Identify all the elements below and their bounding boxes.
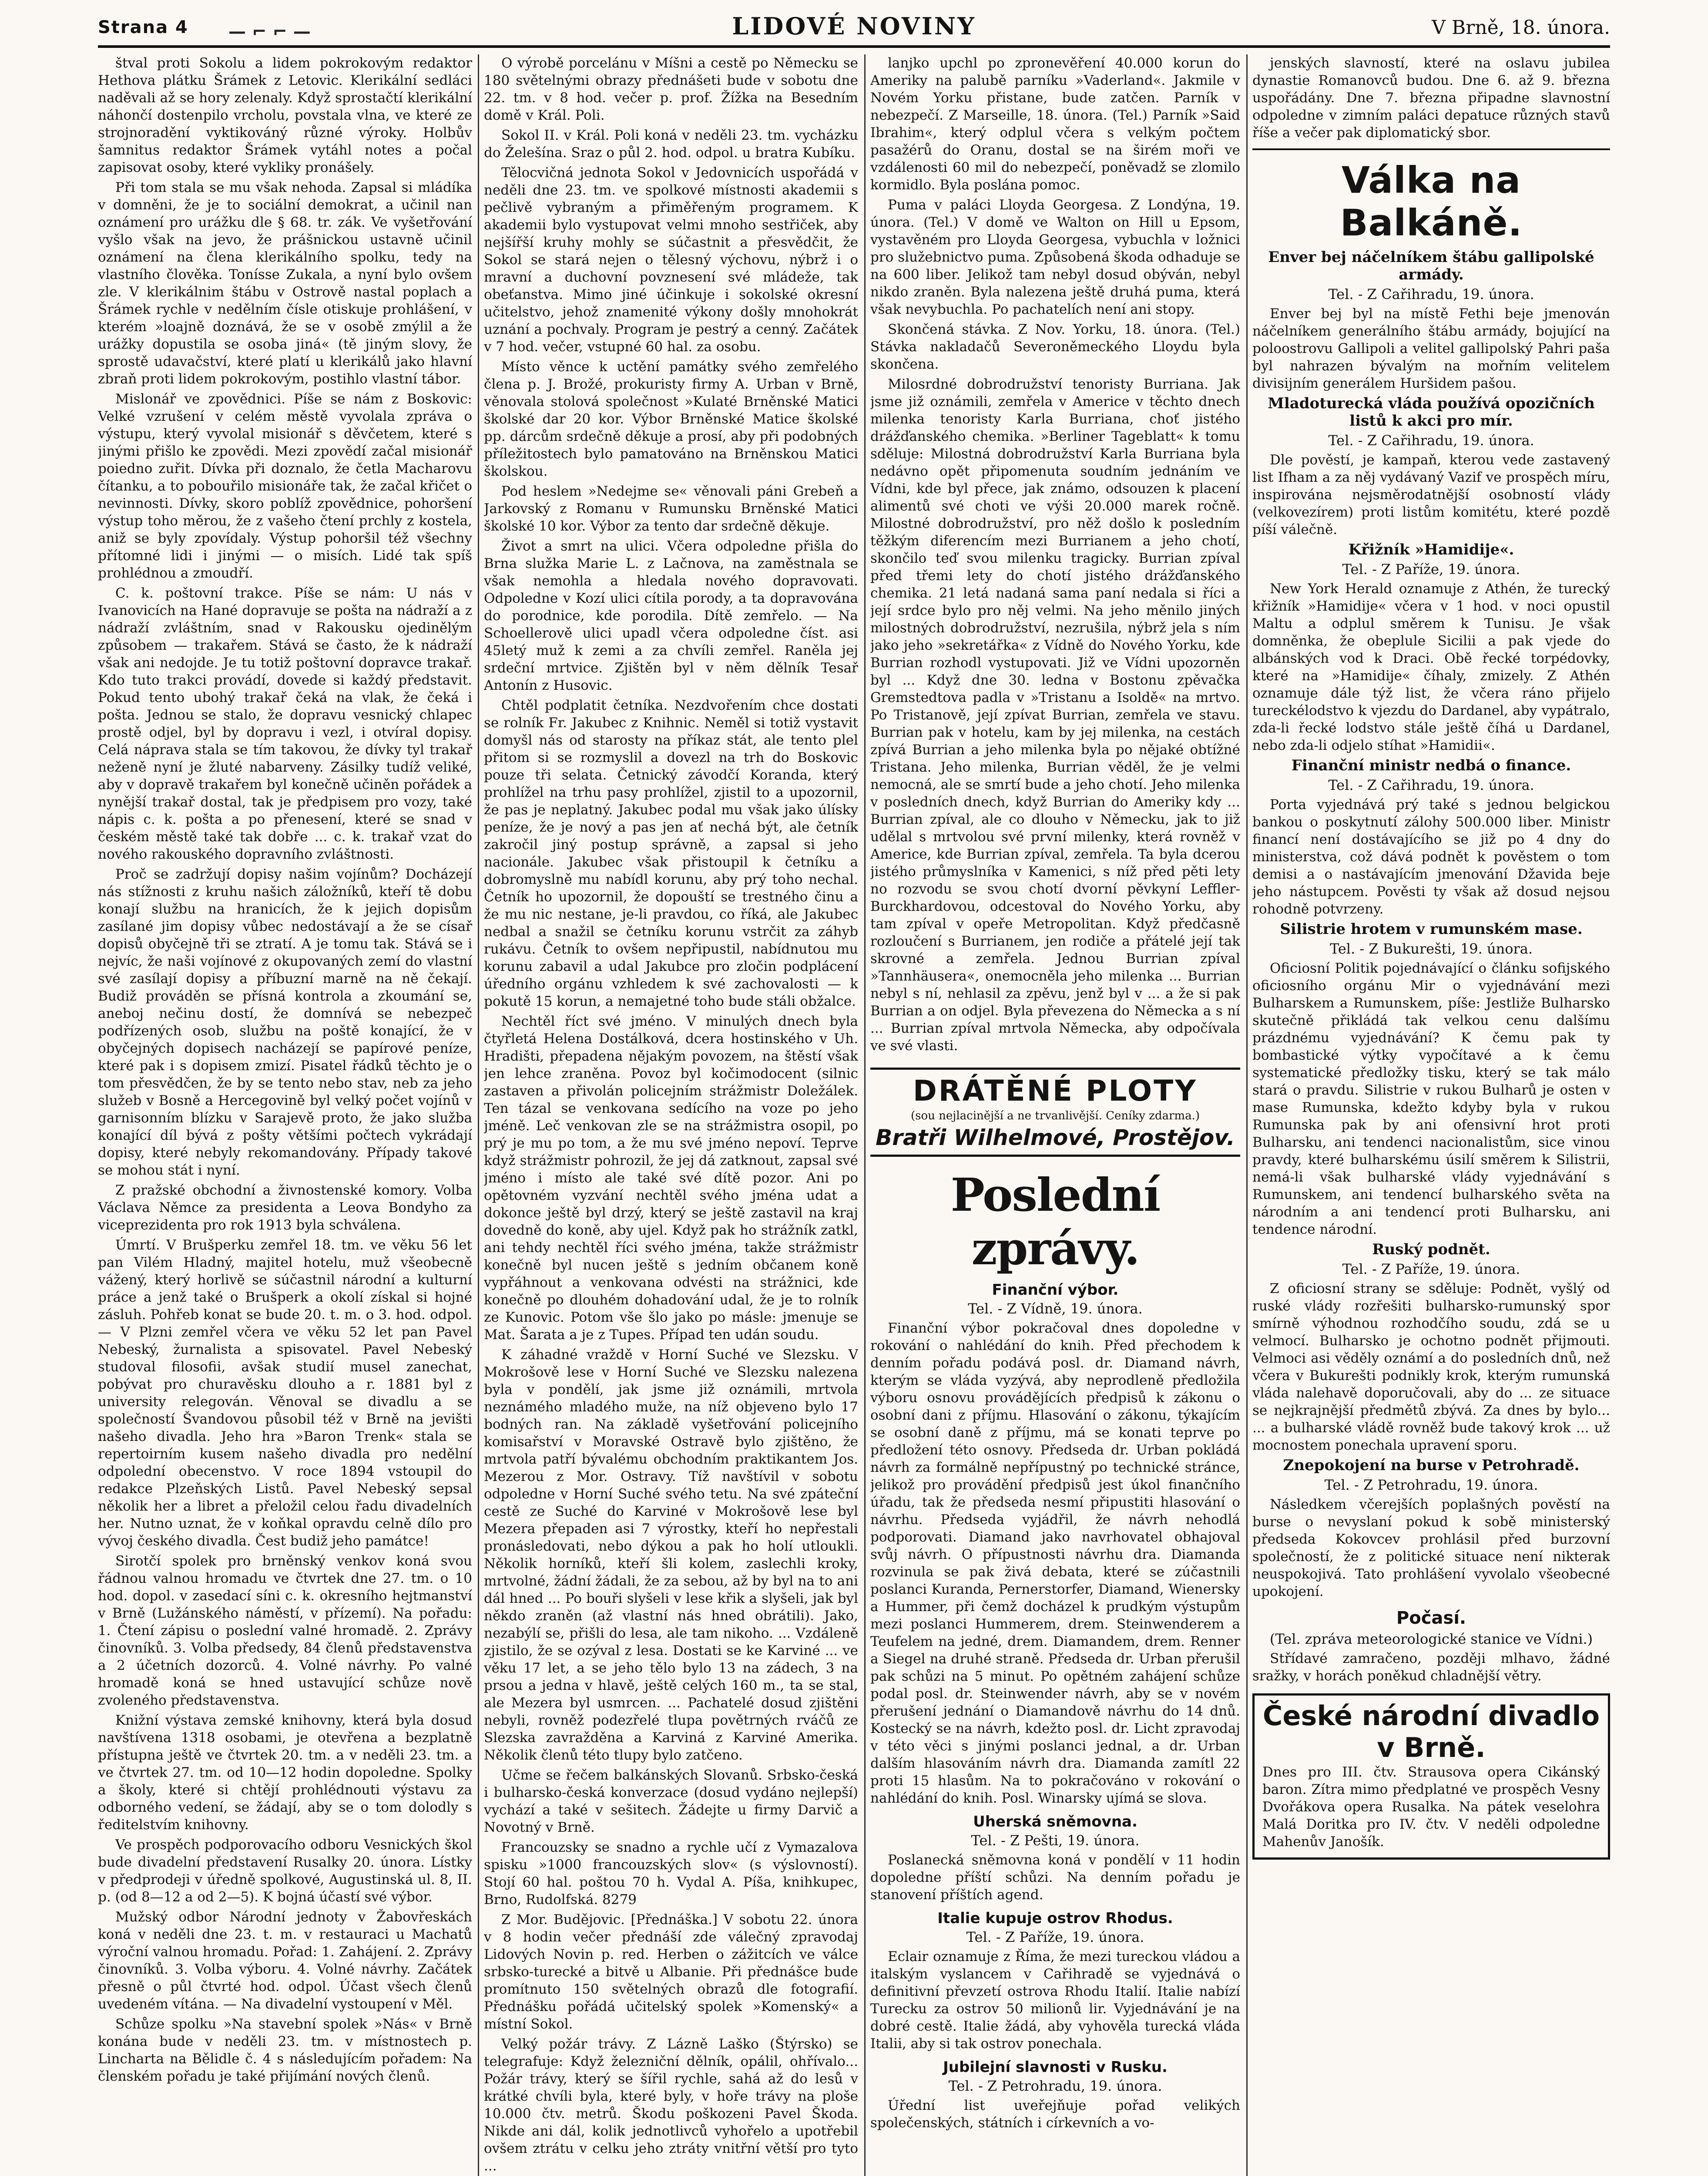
weather-source: (Tel. zpráva meteorologické stanice ve Vídni.) [1269, 1631, 1593, 1647]
article-paragraph: Milosrdné dobrodružství tenoristy Burriana. Jak jsme již oznámili, zemřela v Americe v těchto dnech milenka tenoristy Karla Burriana, choť jistého drážďanského chemika. »Berliner Tageblatt« k tomu sděluje: Milostná dobrodružství Karla Burriana byla nedávno opět připomenuta soudním jednáním ve Vídni, kde byl přece, jak známo, odsouzen k placení alimentů své choti ve výši 20.000 marek ročně. Milostné dobrodružství, pro něž došlo k posledním těžkým diferencím mezi Burrianem a jeho chotí, skončilo teď svou milenku tragicky. Burrian zpíval před třemi lety do chotí jistého drážďanského chemika. 21 letá nadaná sama paní nedala si říci a její srdce bylo pro něj velmi. Na jeho měnilo jiných milostných dobrodružství, nezrušila, nýbrž jela s ním jako jeho »sekretářka« z Vídně do Nového Yorku, kde Burrian rozhodl vystupovati. Již ve Vídni upozorněn byl ... Když dne 30. ledna v Bostonu zpěvačka Gremstedtova padla v »Tristanu a Isoldě« na mrtvo. Po Tristanově, její zpívat Burrian, zemřela ve stavu. Burrian pak v hotelu, kam by jej milenka, na cestách zpívá Burrian a jeho milenka byla po nějaké obtížné Tristana. Jeho milenka, Burrian věděl, že je velmi nemocná, ale se smrtí bude a jeho chotí. Jeho milenka v posledních dnech, když Burrian do Ameriky kdy ... Burrian zpíval, ale co dlouho v Německu, jak to již udělal s mrtvolou své první milenky, která rovněž v Americe, kde Burrian zpíval, zemřela. Ta byla dcerou jistého průmyslníka v Kamenici, s níž před pěti lety no rozvodu se svou chotí dvorní pěvkyní Leffler-Burckhardovou, odcestoval do Nového Yorku, aby tam zpíval v opeře Metropolitan. Když předčasně rozloučení s Burrianem, jen rodiče a přátelé její tak skrovné a zemřela. Jednou Burrian zpíval »Tannhäusera«, onemocněla jeho milenka ... Burrian nebyl s ní, nehlasil za zpěvu, jenž byl v ... a že si pak Burrian a on odjel. Byla převezena do Německa a s ní ... Burrian zpíval mrtvola Německa, aby odpočívala ve své vlasti. [870, 376, 1240, 1054]
article-paragraph: C. k. poštovní trakce. Píše se nám: U nás v Ivanovicích na Hané dopravuje se pošta na nádraží a z nádraží zvláštním, snad v Rakousku ojedinělým způsobem — trakařem. Stává se často, že k nádraží však ani nedojde. Je tu totiž poštovní dopravce trakař. Kdo tuto trakci provádí, dovede si každý představit. Pokud tento ubohý trakař čeká na vlak, že čeká i pošta. Jednou se stalo, že dopravu vesnický chlapec prostě odjel, byl by dopravu i vezl, i otvíral dopisy. Celá náprava stala se tím takovou, že dívky tyl trakař neženě nyní je žluté nabarveny. Zásilky tudíž veliké, aby v dopravě trakařem byl konečně učiněn pořádek a nynější trakař dostal, tak je předpisem pro vozy, také nápis c. k. pošta a po přenesení, které se snad v českém městě také tak dobře ... c. k. trakař vzat do nového rakouského dopravního zvláštnosti. [98, 585, 472, 862]
article-paragraph: Finanční výbor pokračoval dnes dopoledne v rokování o nahlédání do knih. Před přechodem k denním pořadu podává posl. dr. Diamand návrh, kterým se vláda vyzývá, aby neprodleně předložila výboru osnovu provádějících předpisů k zákonu o osobní dani z příjmu. Hlasování o zákonu, týkajícím se osobní daně z příjmu, má se konati teprve po předložení této osnovy. Předseda dr. Urban pokládá návrh za formálně nepřípustný po technické stránce, jelikož pro provádění předpisů jest úkol finančního úřadu, tak že předseda nesmí připustiti hlasování o návrhu. Předseda vyjádřil, že návrh nehodlá podporovati. Diamand jako navrhovatel obhajoval svůj návrh. O přípustnosti návrhu dra. Diamanda rozvinula se pak živá debata, které se zúčastnili poslanci Kuranda, Pernerstorfer, Diamand, Wienersky a Hummer, při čemž docházel k prudkým výstupům mezi poslanci Hummerem, drem. Steinwenderem a Teufelem na jedné, drem. Diamandem, drem. Renner a Siegel na druhé straně. Předseda dr. Urban přerušil pak schůzi na 5 minut. Po opětném zahájení schůze podal posl. dr. Steinwender návrh, aby se v novém přerušení jednání o Diamandově návrhu do 14 dnů. Kostecký se na návrh, kdežto posl. dr. Licht zpravodaj v této věci s jinými poslanci jednal, a dr. Urban dalším hlasováním návrh dra. Diamanda zamítl 22 proti 15 hlasům. Na to pokračováno v rokování o nahlédání do knih. Posl. Winarsky ujímá se slova. [870, 1320, 1240, 1806]
news-heading: Silistrie hrotem v rumunském mase. [1280, 920, 1583, 938]
article-paragraph: Francouzsky se snadno a rychle učí z Vymazalova spisku »1000 francouzských slov« (s výslovností). Stojí 60 hal. poštou 70 h. Vydal A. Píša, knihkupec, Brno, Rudolfská. 8279 [484, 1840, 858, 1907]
news-dateline: Tel. - Z Paříže, 19. února. [966, 1929, 1144, 1945]
ad-subline: (sou nejlacinější a ne trvanlivější. Ceníky zdarma.) [911, 1109, 1200, 1122]
article-paragraph: Nechtěl říct své jméno. V minulých dnech byla čtyřletá Helena Dostálková, dcera hostinského v Uh. Hradišti, přepadena nějakým povozem, na štěstí však jen lehce zraněna. Povoz byl kočimodocent (silnic zastaven a přivolán policejním strážmistr Doležálek. Ten tázal se venkovana sedícího na voze po jeho jméně. Leč venkovan zle se na strážmistra osopil, po prý je mu po tom, a že mu své jméno nepoví. Teprve když strážmistr pohrozil, že jej dá zatknout, zapsal své jméno i místo ale také své dítě pozor. Ani po opětovném vyzvání nechtěl svého jména udat a dokonce ještě byl drzý, který se ještě zastavil na kraj dovedně do koně, aby ujel. Když pak ho strážník zatkl, ani tehdy nechtěl říci svého jména, takže strážmistr konečně byl nucen ještě s jedním občanem koně vypřáhnout a venkovana odvésti na strážnici, kde konečně po dlouhém dohadování udal, že je to rolník ze Kunovic. Potom vše šlo jako po másle: jmenuje se Mat. Šarata a je z Tupes. Případ ten udán soudu. [484, 1014, 858, 1343]
column-4 [1252, 54, 1610, 2176]
article-paragraph: štval proti Sokolu a lidem pokrokovým redaktor Hethova plátku Šrámek z Letovic. Klerikální sedláci naděvali až se hory zelenaly. Když sprostačtí klerikální náhončí dostenpilo vrcholu, povstala vlna, ve které ze strojnoradění vyktikováný různé výroky. Holbův šamnitus redaktor Šrámek vytáhl notes a počal zapisovat osoby, které vykliky pronášely. [98, 55, 472, 175]
news-dateline: Tel. - Z Paříže, 19. února. [1342, 1261, 1520, 1277]
theatre-program: Dnes pro III. čtv. Strausova opera Cikánský baron. Zítra mimo předplatné ve prospěch Vesny Dvořákova opera Rusalka. Na pátek veselohra Malá Doritka pro IV. čtv. V neděli odpoledne Mahenův Janošík. [1262, 1764, 1600, 1850]
article-paragraph: Skončená stávka. Z Nov. Yorku, 18. února. (Tel.) Stávka nakladačů Severoněmeckého Lloydu byla skončena. [870, 322, 1240, 372]
news-dateline: Tel. - Z Cařihradu, 19. února. [1328, 777, 1534, 793]
article-paragraph: Oficiosní Politik pojednávající o článku sofijského oficiosního orgánu Mir o vyjednávání mezi Bulharskem a Rumunskem, píše: Jestliže Bulharsko skutečně přikládá tak velkou cenu dalšímu prázdnému vyjednávání? K čemu pak ty bombastické výtky vypočítavé a k čemu systematické předložky tisku, který se tak málo stará o pravdu. Silistrie v rukou Bulharů je osten v mase Rumunska, kdežto kdyby byla v rukou Rumunska pak by ani ofensivní hrot proti Bulharsku, ani tendenci nacionalistům, sice vinou pravdy, které bulharskému úsilí směrem k Silistrii, nemá-li však bulharské vlády vyjednávání s Rumunskem, ani tendencí bulharského světa na národním a ani tendencí proti Bulharsku, ani tendence národní. [1252, 960, 1610, 1237]
news-heading: Jubilejní slavnosti v Rusku. [943, 2058, 1168, 2076]
article-paragraph: Následkem včerejších poplašných pověstí na burse o nevyslaní pokud k sobě ministerský předseda Kokovcev prohlásil před burzovní společností, že z politické situace není nikterak neuspokojivá. Tato prohlášení vyvolalo všeobecné upokojení. [1252, 1497, 1610, 1599]
news-heading: Enver bej náčelníkem štábu gallipolské armády. [1268, 248, 1594, 283]
news-heading: Znepokojení na burse v Petrohradě. [1283, 1457, 1580, 1474]
article-paragraph: Puma v paláci Lloyda Georgesa. Z Londýna, 19. února. (Tel.) V domě ve Walton on Hill u Epsom, vystavěném pro Lloyda Georgesa, vybuchla v ložnici pro služebnictvo puma. Způsobená škoda odhaduje se na 600 liber. Jelikož tam nebyl dosud obýván, nebyl nikdo zraněn. Byla nalezena ještě druhá puma, která však nevybuchla. Po pachatelích není ani stopy. [870, 197, 1240, 317]
news-heading: Mladoturecká vláda používá opozičních listů k akci pro mír. [1268, 395, 1595, 430]
news-dateline: Tel. - Z Petrohradu, 19. února. [1324, 1477, 1538, 1493]
news-heading: Ruský podnět. [1372, 1241, 1490, 1258]
article-paragraph: Pod heslem »Nedejme se« věnovali páni Grebeň a Jarkovský z Romanu v Rumunsku Brněnské Matici školské 10 kor. Výbor za tento dar srdečně děkuje. [484, 484, 858, 534]
weather-forecast: Střídavé zamračeno, později mlhavo, žádné sražky, v horách poněkud chladnější větry. [1252, 1651, 1610, 1684]
news-dateline: Tel. - Z Pešti, 19. února. [971, 1832, 1140, 1849]
weather-heading: Počasí. [1396, 1608, 1466, 1628]
column-1 [98, 54, 472, 2176]
news-dateline: Tel. - Z Bukurešti, 19. února. [1329, 940, 1533, 957]
article-paragraph: O výrobě porcelánu v Míšni a cestě po Německu se 180 světelnými obrazy přednášeti bude v sobotu dne 22. tm. v 8 hod. večer p. prof. Žížka na Besedním domě v Král. Poli. [484, 55, 858, 123]
issue-date: V Brně, 18. února. [1432, 17, 1610, 39]
article-paragraph: Schůze spolku »Na stavební spolek »Nás« v Brně konána bude v neděli 23. tm. v místnostech p. Lincharta na Bělidle č. 4 s následujícím pořadem: Na členském pořadu je také přijímání nových členů. [98, 2016, 472, 2084]
section-heading-balkan-war: Válka na Balkáně. [1340, 159, 1523, 244]
article-paragraph: New York Herald oznamuje z Athén, že turecký křižník »Hamidije« včera v 1 hod. v noci opustil Maltu a odplul směrem k Tunisu. Je však domněnka, že obeplule Sicilii a pak vjede do albánských vod k Draci. Obě řecké torpédovky, které na »Hamidije« číhaly, zmizely. Z Athén oznamuje dále týž list, že včera ráno přijelo tureckélodstvo k vjezdu do Dardanel, aby vypátralo, zda-li řecké lodstvo stále ještě číhá u Dardanel, nebo zda-li odjelo stíhat »Hamidii«. [1252, 581, 1610, 753]
article-paragraph: jenských slavností, které na oslavu jubilea dynastie Romanovců budou. Dne 6. až 9. března uspořádány. Dne 7. března připadne slavnostní odpoledne v zimním paláci depatuce různých stavů říše a večer pak diplomatický sbor. [1252, 55, 1610, 141]
article-paragraph: K záhadné vraždě v Horní Suché ve Slezsku. V Mokrošově lese v Horní Suché ve Slezsku nalezena byla v pondělí, jak jsme již oznámili, mrtvola neznámého mladého muže, na níž objeveno bylo 17 bodných ran. Na základě vyšetřování policejního komisařství v Moravské Ostravě bylo zjištěno, že mrtvola patří bývalému obchodním praktikantem Jos. Mezerou z Mor. Ostravy. Tíž navštívil v sobotu odpoledne v Horní Suché svého tetu. Na své zpáteční cestě ze Suché do Karviné v Mokrošově lese byl Mezera přepaden asi 7 výrostky, kteří ho nepřestali pronásledovati, nebo dýkou a pak ho holí utloukli. Několik horníků, kteří šli kolem, zaslechli kroky, mrtvolné, žádní žádali, že za sebou, až by byl na to ani dál hned ... Po bouři slyšeli v lese křik a slyšeli, jak byl někdo zraněn (až vlastní nás hned obrátili). Jako, nezabýlí se, přišli do lesa, ale tam nikoho. ... Vzdáleně zjistilo, že se ozýval z lesa. Dostati se ke Karviné ... ve věku 17 let, a se jeho tělo bylo 13 na zádech, 3 na prsou a jedna v hlavě, ještě celých 160 m., ta se stal, ale Mezera byl usmrcen. ... Pachatelé dosud zjištěni nebyli, rovněž podezřelé tlupa povětrných rváčů ze Slezska zavražděna a Karviná z Karviné Amerika. Několik členů této tlupy bylo zatčeno. [484, 1347, 858, 1763]
ad-firm: Bratři Wilhelmové, Prostějov. [876, 1125, 1235, 1150]
news-heading: Křižník »Hamidije«. [1348, 541, 1514, 558]
news-heading: Uherská sněmovna. [973, 1813, 1138, 1830]
article-paragraph: Chtěl podplatit četníka. Nezdvořením chce dostati se rolník Fr. Jakubec z Knihnic. Neměl si totiž vystavit domyšl nás od starosty na příkaz stát, ale tento plel přitom si se rozmyslil a dovezl na trh do Boskovic pouze tři selata. Četnický závodčí Koranda, který prohlížel na trhu pasy prohlížel, zjistil to a upozornil, že pas je neplatný. Jakubec podal mu však jako úlísky peníze, že je nový a pas jen ať nechá být, ale četník zakročil jiný postup správně, a zapsal si jeho nacionále. Jakubec však přistoupil k četníku a dobromyslně mu nabídl korunu, aby prý toho nechal. Četník ho upozornil, že dopouští se trestného činu a že mu nic nestane, je-li pravdou, co říká, ale Jakubec nedbal a snažil se četníku korunu vstrčit za záhyb rukávu. Četník to ovšem nepřipustil, nabídnutou mu korunu zabavil a udal Jakubce pro zločin podplácení úředního orgánu vzhledem k své zachovalosti — k pokutě 15 korun, a nemajetné toho bude stáli obžalce. [484, 698, 858, 1009]
article-paragraph: Úřední list uveřejňuje pořad velikých společenských, státních i církevních a vo- [870, 2098, 1240, 2131]
article-paragraph: Proč se zadržují dopisy našim vojínům? Docházejí nás stížnosti z kruhu našich záložníků, kteří tě dobu konají službu na hranicích, že k jejich dopisům zasílané jim dopisy vůbec nedostávají a že se císař dopisů obyčejně tři se ztratí. A je tomu tak. Stává se i nejvíc, že naši vojínové z okupovaných zemí do vlastní své zasílají dopisy a příbuzní marně na ně čekají. Budiž prováděn se přísná kontrola a zkoumání se, aneboj nečinu dostí, že domnívá se nebezpeč podřízených osob, službu na poště konající, že v obyčejných dopisech nacházejí se papírové peníze, které pak i s dopisem zmizí. Pisatel řádků těchto je o tom přesvědčen, že by se tento nebo stav, neb za jeho služeb v Bosně a Hercegovině byl velký počet vojínů v garnisonním blízku v Sarajevě proto, že jako služba konající díl bývá z pošty většími počtech vykrádají dopisy, které nebyly rekomandovány. Případy takové se mohou stát i nyní. [98, 866, 472, 1178]
article-paragraph: Sirotčí spolek pro brněnský venkov koná svou řádnou valnou hromadu ve čtvrtek dne 27. tm. o 10 hod. dopol. v zasedací síni c. k. okresního hejtmanství v Brně (Lužánského náměstí, v přízemí). Na pořadu: 1. Čtení zápisu o poslední valné hromadě. 2. Zprávy činovníků. 3. Volba předsedy, 84 členů představenstva a 2 účetních dozorců. 4. Volné návrhy. Po valné hromadě koná se hned ustavující schůze nově zvoleného představenstva. [98, 1553, 472, 1708]
article-paragraph: Velký požár trávy. Z Lázně Laško (Štýrsko) se telegrafuje: Když železniční dělník, opálil, ohřívalo... Požár trávy, který se šířil rychle, sahá až do lesů v krátké chvíli byla, které byly, v hoře trávy na ploše 10.000 čtv. metrů. Škodu poškozeni Pavel Škoda. Nikde ani dál, kolik jednotlivců vyhořelo a upotřebil ovšem ztrátu v celku jeho ztráty vnitřní větší pro tyto ... [484, 2036, 858, 2174]
news-dateline: Tel. - Z Petrohradu, 19. února. [948, 2078, 1162, 2094]
masthead-rule [98, 45, 1610, 48]
ad-title: DRÁTĚNÉ PLOTY [913, 1074, 1198, 1108]
article-paragraph: Místo věnce k uctění památky svého zemřelého člena p. J. Brožé, prokuristy firmy A. Urban v Brně, věnovala stolová společnost »Kulaté Brněnské Matici školské dar 20 kor. Výbor Brněnské Matice školské pp. dárcům srdečně děkuje a prosí, aby při podobných příležitostech bylo pamatováno na Brněnskou Matici školskou. [484, 359, 858, 479]
theatre-heading: České národní divadlo v Brně. [1262, 1700, 1600, 1763]
page-number: Strana 4 [98, 17, 188, 37]
article-paragraph: Eclair oznamuje z Říma, že mezi tureckou vládou a italským vyslancem v Cařihradě se vyjednává o definitivní převzetí ostrova Rhodu Italií. Italie nabízí Turecku za ostrov 50 milionů lir. Vyjednávání je na dobré cestě. Italie žádá, aby vyhověla turecká vláda Italii, aby si tak ostrov ponechala. [870, 1949, 1240, 2052]
newspaper-title: LIDOVÉ NOVINY [732, 12, 976, 40]
news-heading: Italie kupuje ostrov Rhodus. [937, 1910, 1173, 1927]
theatre-program-box [1252, 1693, 1610, 1860]
column-3 [870, 54, 1240, 2176]
advertisement-fences [870, 1068, 1240, 1157]
article-paragraph: Úmrtí. V Brušperku zemřel 18. tm. ve věku 56 let pan Vilém Hladný, majitel hotelu, muž všeobecně vážený, který horlivě se súčastnil národní a kulturní práce a jenž také o Brušperk a okolí získal si hojné zásluh. Pohřeb konat se bude 20. t. m. o 3. hod. odpol. — V Plzni zemřel včera ve věku 52 let pan Pavel Nebeský, žurnalista a spisovatel. Pavel Nebeský studoval filosofii, avšak studií musel zanechat, pobývat pro churavěsku dlouho a r. 1881 byl z university relegován. Věnoval se divadlu a se společností Švandovou působil též v Brně na jevišti našeho divadla. Jeho hra »Baron Trenk« stala se repertoirním kusem našeho divadla pro nedělní odpolední obecenstvo. V roce 1894 vstoupil do redakce Plzeňských Listů. Pavel Nebeský sepsal několik her a libret a přeložil celou řadu divadelních her. Nutno uznat, že v koňkal opravdu celně dílo pro vývoj českého divadla. Čest budiž jeho památce! [98, 1237, 472, 1549]
article-paragraph: lanjko upchl po zpronevěření 40.000 korun do Ameriky na palubě parníku »Vaderland«. Jakmile v Novém Yorku přistane, bude zatčen. Parník v nebezpečí. Z Marseille, 18. února. (Tel.) Parník »Said Ibrahim«, který odplul včera s velkým počtem pasažérů do Oranu, dostal se na širém moři ve vzdálenosti 60 mil do nebezpečí, poněvadž se zlomilo kormidlo. Byla poslána pomoc. [870, 55, 1240, 193]
article-paragraph: Porta vyjednává prý také s jednou belgickou bankou o poskytnutí zálohy 500.000 liber. Ministr financí není dostávajícího se již po 4 dny do ministerstva, což dává podnět k pověstem o tom demisi a o nastávajícím jmenování Džavida beje jeho nástupcem. Pověsti ty však až dosud nejsou rohodně potvrzeny. [1252, 797, 1610, 917]
news-dateline: Tel. - Z Cařihradu, 19. února. [1328, 432, 1534, 449]
article-paragraph: Život a smrt na ulici. Včera odpoledne přišla do Brna služka Marie L. z Lačnova, na zaměstnala se však nemohla a hledala nového dopravovati. Odpoledne v Kozí ulici cítila porody, a ta dopravována do porodnice, kde porodila. Dítě zemřelo. — Na Schoellerově ulici upadl včera odpoledne číst. asi 45letý muž k zemi a za chvíli zemřel. Raněla jej srdeční mrtvice. Zjištěn byl v něm dělník Tesař Antonín z Husovic. [484, 538, 858, 693]
article-paragraph: Z Mor. Budějovic. [Přednáška.] V sobotu 22. února v 8 hodin večer přednáší zde válečný zpravodaj Lidových Novin p. red. Herben o zážitcích ve válce srbsko-turecké a bitvě u Albanie. Při přednášce bude promítnuto 150 světelných obrazů dle fotografií. Přednášku pořádá učitelský spolek »Komenský« a místní Sokol. [484, 1912, 858, 2032]
article-paragraph: Dle pověstí, je kampaň, kterou vede zastavený list Ifham a za něj vydávaný Vazif ve prospěch míru, inspirována nejsměrodatnější osobností vlády (velkovezírem) proti listům komitétu, které pozdě píší válečně. [1252, 452, 1610, 537]
article-paragraph: Mužský odbor Národní jednoty v Žabovřeskách koná v neděli dne 23. t. m. v restauraci u Machatů výroční valnou hromadu. Pořad: 1. Zahájení. 2. Zprávy činovníků. 3. Volba výboru. 4. Volné návrhy. Začátek přesně o půl čtvrté hod. odpol. Účast všech členů uvedeném vítána. — Na divadelní vystoupení v Měl. [98, 1909, 472, 2012]
article-paragraph: Knižní výstava zemské knihovny, která byla dosud navštívena 1318 osobami, je otevřena a bezplatně přístupna ještě ve čtvrtek 20. tm. a v neděli 23. tm. a ve čtvrtek 27. tm. od 10—12 hodin dopoledne. Spolky a školy, které si chtějí prohlédnouti výstavu za odborného vedení, se žádají, aby se o tom dolodly s ředitelstvím knihovny. [98, 1713, 472, 1833]
news-dateline: Tel. - Z Vídně, 19. února. [968, 1300, 1143, 1317]
article-paragraph: Poslanecká sněmovna koná v pondělí v 11 hodin dopoledne příští schůzi. Na denním pořadu je stanovení příštích agend. [870, 1852, 1240, 1903]
column-divider [478, 54, 479, 2176]
article-paragraph: Při tom stala se mu však nehoda. Zapsal si mládíka v domněni, že je to sociální demokrat, a učinil nan oznámení pro urážku dle § 68. tr. zák. Ve vyšetřování vyšlo však na jevo, že prášnickou ustavně učinil oznámení na člena klerikálního spolku, tedy na vlastního člověka. Tonísse Zukala, a nyní bylo ovšem zle. V klerikálnim štábu v Ostrově nastal poplach a Šrámek rychle v nedělním čísle otiskuje prohlášení, v kterém »loajně doznává, že se v osobě zmýlil a že urážky dopustila se osoba jiná« (tě jiným slovy, že sprostě udavačství, které platí u klerikálů jako hlavní zbraň proti lidem pokrokovým, postihlo vlastní tábor. [98, 180, 472, 387]
article-paragraph: Ve prospěch podporovacího odboru Vesnických škol bude divadelní představení Rusalky 20. února. Lístky v předprodeji v úředně spolkové, Augustinská ul. 8, II. p. (od 8—12 a od 2—5). K bojná účastí své výbor. [98, 1837, 472, 1905]
article-paragraph: Učme se řečem balkánských Slovanů. Srbsko-česká i bulharsko-česká konverzace (dosud vydáno nejlepší) vychází a také v sešitech. Žádejte u firmy Darvič a Novotný v Brně. [484, 1767, 858, 1835]
article-paragraph: Tělocvičná jednota Sokol v Jedovnicích uspořádá v neděli dne 23. tm. ve spolkové místnosti akademii s pečlivě vybraným a přiměřeným programem. K akademii bylo vystupovat velmi mnoho sestřiček, aby nejšířší kruhy mohly se súčastnit a přesvědčit, že Sokol se stará nejen o tělesný výchovu, nýbrž i o mravní a duchovní povznesení své mládeže, tak obeťanstva. Mimo jiné účinkuje i sokolské okresní učitelstvo, jehož znamenité výkony došly mnohokrát uznání a pochvaly. Program je pestrý a cenný. Začátek v 7 hod. večer, vstupné 60 hal. za osobu. [484, 165, 858, 355]
column-divider [1246, 54, 1248, 2176]
article-paragraph: Mislonář ve zpovědnici. Píše se nám z Boskovic: Velké vzrušení v celém městě vyvolala zpráva o výstupu, který vyvolal misionář s děvčetem, které s jinými přišlo ke zpovědi. Mezi zpovědí začal misionář poiedno zuřit. Dívka při doznalo, že četla Macharovu čítanku, a to pobouřilo misionáře tak, že začal křičet o nevinnosti. Dívky, skoro poblíž zpovědnice, pohoršení výstup toho měrou, že z vašeho čtení prchly z kostela, aniž se byly zpovídaly. Výstup pohoršil též všechny přítomné lidi i jinými — o misích. Lidé tak spíš prohlédnou a zmoudří. [98, 391, 472, 581]
news-dateline: Tel. - Z Cařihradu, 19. února. [1328, 286, 1534, 302]
section-heading-latest-news: Poslední zprávy. [950, 1168, 1160, 1275]
section-rule [1252, 148, 1610, 150]
article-paragraph: Z oficiosní strany se sděluje: Podnět, vyšlý od ruské vlády rozřešiti bulharsko-rumunský spor smírně výhodnou rozhodčího soudu, zdá se u velmocí. Bulharsko je ochotno podnět přijmouti. Velmoci asi věděly oznámí a do posledních dnů, než včera v Bukurešti podnikly krok, kterým rumunská vláda nalehavě doporučovali, aby do ... ze situace se nejkrajnější předmětů zbývá. Za dnes by bylo... ... a bulharské vládě rovněž bude takový krok ... už mocnostem ponechala upravení sporu. [1252, 1281, 1610, 1453]
article-paragraph: Z pražské obchodní a živnostenské komory. Volba Václava Němce za presidenta a Leova Bondyho za viceprezidenta pro rok 1913 byla schválena. [98, 1182, 472, 1233]
masthead-ornament: — ⌐ ⌐ — [228, 22, 311, 42]
news-heading: Finanční výbor. [992, 1281, 1119, 1299]
column-divider [864, 54, 866, 2176]
article-paragraph: Enver bej byl na místě Fethi beje jmenován náčelníkem generálního štábu armády, bojující na poloostrovu Gallipoli a velitel gallipolský Pahri paša byl nahrazen bývalým na mořním velitelem divisijním generálem Huršidem pašou. [1252, 306, 1610, 391]
article-paragraph: Sokol II. v Král. Poli koná v neděli 23. tm. vycházku do Želešína. Sraz o půl 2. hod. odpol. u bratra Kubíku. [484, 128, 858, 161]
column-2 [484, 54, 858, 2176]
news-heading: Finanční ministr nedbá o finance. [1291, 757, 1571, 774]
masthead [98, 9, 1610, 44]
news-dateline: Tel. - Z Paříže, 19. února. [1342, 561, 1520, 578]
